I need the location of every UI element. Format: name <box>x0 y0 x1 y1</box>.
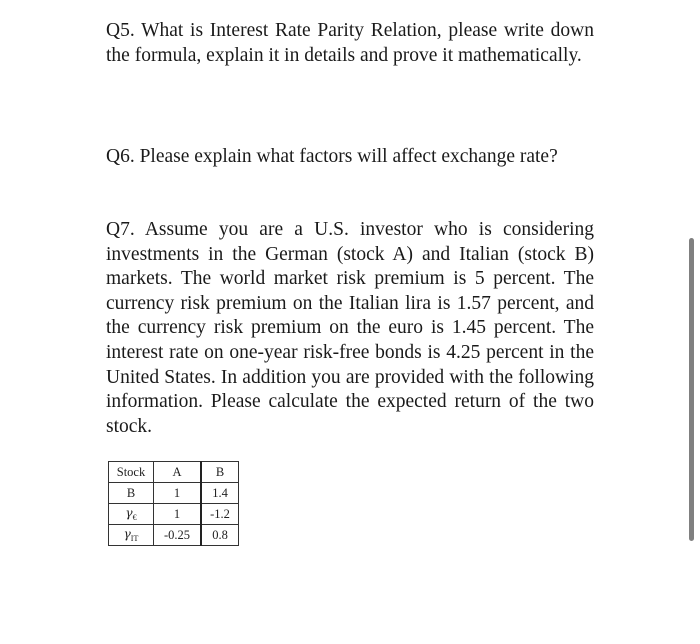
gamma-symbol: γ <box>125 506 133 520</box>
question-q7: Q7. Assume you are a U.S. investor who is considering investments in the German (stock A) and Italian (stock B) markets. The world market risk premium is 5 percent. The currency risk premium on the Italian lira is 1.57 percent, and the currency risk premium on the euro is 1.45 percent. The interest rate on one-year risk-free bonds is 4.25 percent in the United States. In addition you are provided with the following information. Please calculate the expected return of the two stock. <box>106 219 594 437</box>
gamma-subscript: € <box>132 513 137 522</box>
header-stock: Stock <box>109 462 154 483</box>
gamma-symbol: γ <box>123 527 131 541</box>
gamma-subscript: IT <box>130 534 139 543</box>
question-q5: Q5. What is Interest Rate Parity Relation, please write down the formula, explain it in details and prove it mathematically. <box>106 20 594 66</box>
table-row <box>109 525 239 546</box>
cell-b: 1.4 <box>201 483 239 504</box>
vertical-scrollbar[interactable] <box>689 238 694 541</box>
question-q6: Q6. Please explain what factors will affect exchange rate? <box>106 146 558 167</box>
header-b: B <box>201 462 239 483</box>
table-header-row <box>109 462 239 483</box>
cell-b: 0.8 <box>201 525 239 546</box>
table-row <box>109 504 239 525</box>
table-row <box>109 483 239 504</box>
cell-a: -0.25 <box>154 525 202 546</box>
row-label-gamma-it <box>109 525 154 546</box>
beta-table <box>108 461 239 546</box>
cell-b: -1.2 <box>201 504 239 525</box>
row-label-beta: B <box>109 483 154 504</box>
cell-a: 1 <box>154 483 202 504</box>
cell-a: 1 <box>154 504 202 525</box>
row-label-gamma-euro <box>109 504 154 525</box>
header-a: A <box>154 462 202 483</box>
